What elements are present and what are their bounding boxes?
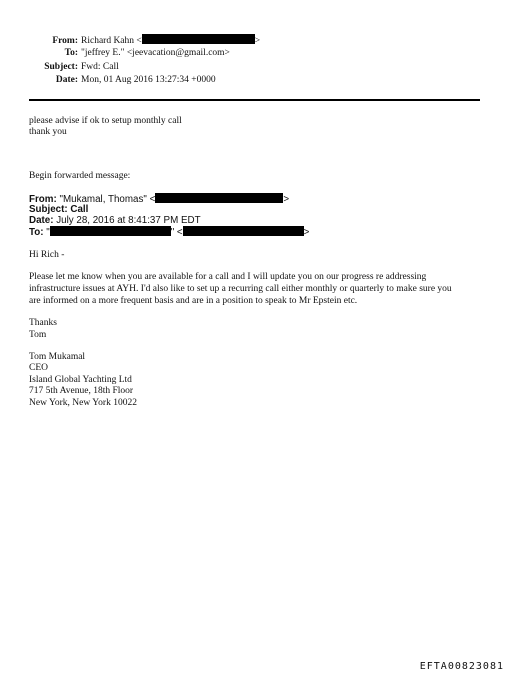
to-label: To:: [64, 48, 78, 58]
redaction-block: [50, 226, 171, 236]
fwd-to-mid: " <: [170, 227, 183, 238]
begin-forwarded-label: Begin forwarded message:: [29, 171, 131, 181]
fwd-date-value: July 28, 2016 at 8:41:37 PM EDT: [56, 215, 201, 226]
fwd-subject-row: [29, 204, 88, 216]
signature-address-1: 717 5th Avenue, 18th Floor: [29, 386, 134, 396]
fwd-to-close: >: [303, 227, 310, 238]
date-value: Mon, 01 Aug 2016 13:27:34 +0000: [81, 75, 216, 85]
fwd-date-row: [29, 215, 201, 227]
document-id: EFTA00823081: [419, 661, 504, 672]
signature-name: Tom Mukamal: [29, 352, 86, 362]
signature-address-2: New York, New York 10022: [29, 398, 137, 408]
redaction-block: [183, 226, 304, 236]
header-subject-row: [0, 61, 119, 73]
fwd-to-open: ": [46, 227, 50, 238]
header-to-row: [0, 47, 230, 59]
fwd-subject-value: Call: [70, 204, 89, 215]
redaction-block: [155, 193, 283, 203]
fwd-to-row: [29, 226, 309, 239]
message-greeting: Hi Rich -: [29, 250, 65, 260]
signature-company: Island Global Yachting Ltd: [29, 375, 132, 385]
message-sign-short: Tom: [29, 330, 47, 340]
header-date-row: [0, 74, 216, 86]
subject-label: Subject:: [44, 62, 78, 72]
fwd-from-value: "Mukamal, Thomas" <: [59, 194, 156, 205]
date-label: Date:: [55, 75, 78, 85]
message-thanks: Thanks: [29, 318, 57, 328]
redaction-block: [142, 34, 255, 44]
from-close: >: [254, 36, 261, 46]
message-para-line-1: Please let me know when you are available for a call and I will update you on our progress re addressing: [29, 272, 427, 282]
fwd-from-label: From:: [29, 194, 57, 205]
body-line-2: thank you: [29, 127, 67, 137]
message-para-line-2: infrastructure issues at AYH. I'd also like to set up a recurring call either monthly or quarterly to make sure you: [29, 284, 452, 294]
subject-value: Fwd: Call: [81, 62, 119, 72]
from-value: Richard Kahn <: [81, 36, 142, 46]
fwd-to-label: To:: [29, 227, 44, 238]
signature-title: CEO: [29, 363, 48, 373]
header-divider: [29, 99, 480, 101]
fwd-date-label: Date:: [29, 215, 54, 226]
fwd-subject-label: Subject:: [29, 204, 68, 215]
header-from-row: [0, 34, 260, 47]
fwd-from-close: >: [283, 194, 290, 205]
message-para-line-3: are informed on a more frequent basis and are in a position to speak to Mr Epstein etc.: [29, 296, 358, 306]
to-value: "jeffrey E." <jeevacation@gmail.com>: [81, 48, 230, 58]
body-line-1: please advise if ok to setup monthly call: [29, 116, 182, 126]
from-label: From:: [52, 36, 78, 46]
